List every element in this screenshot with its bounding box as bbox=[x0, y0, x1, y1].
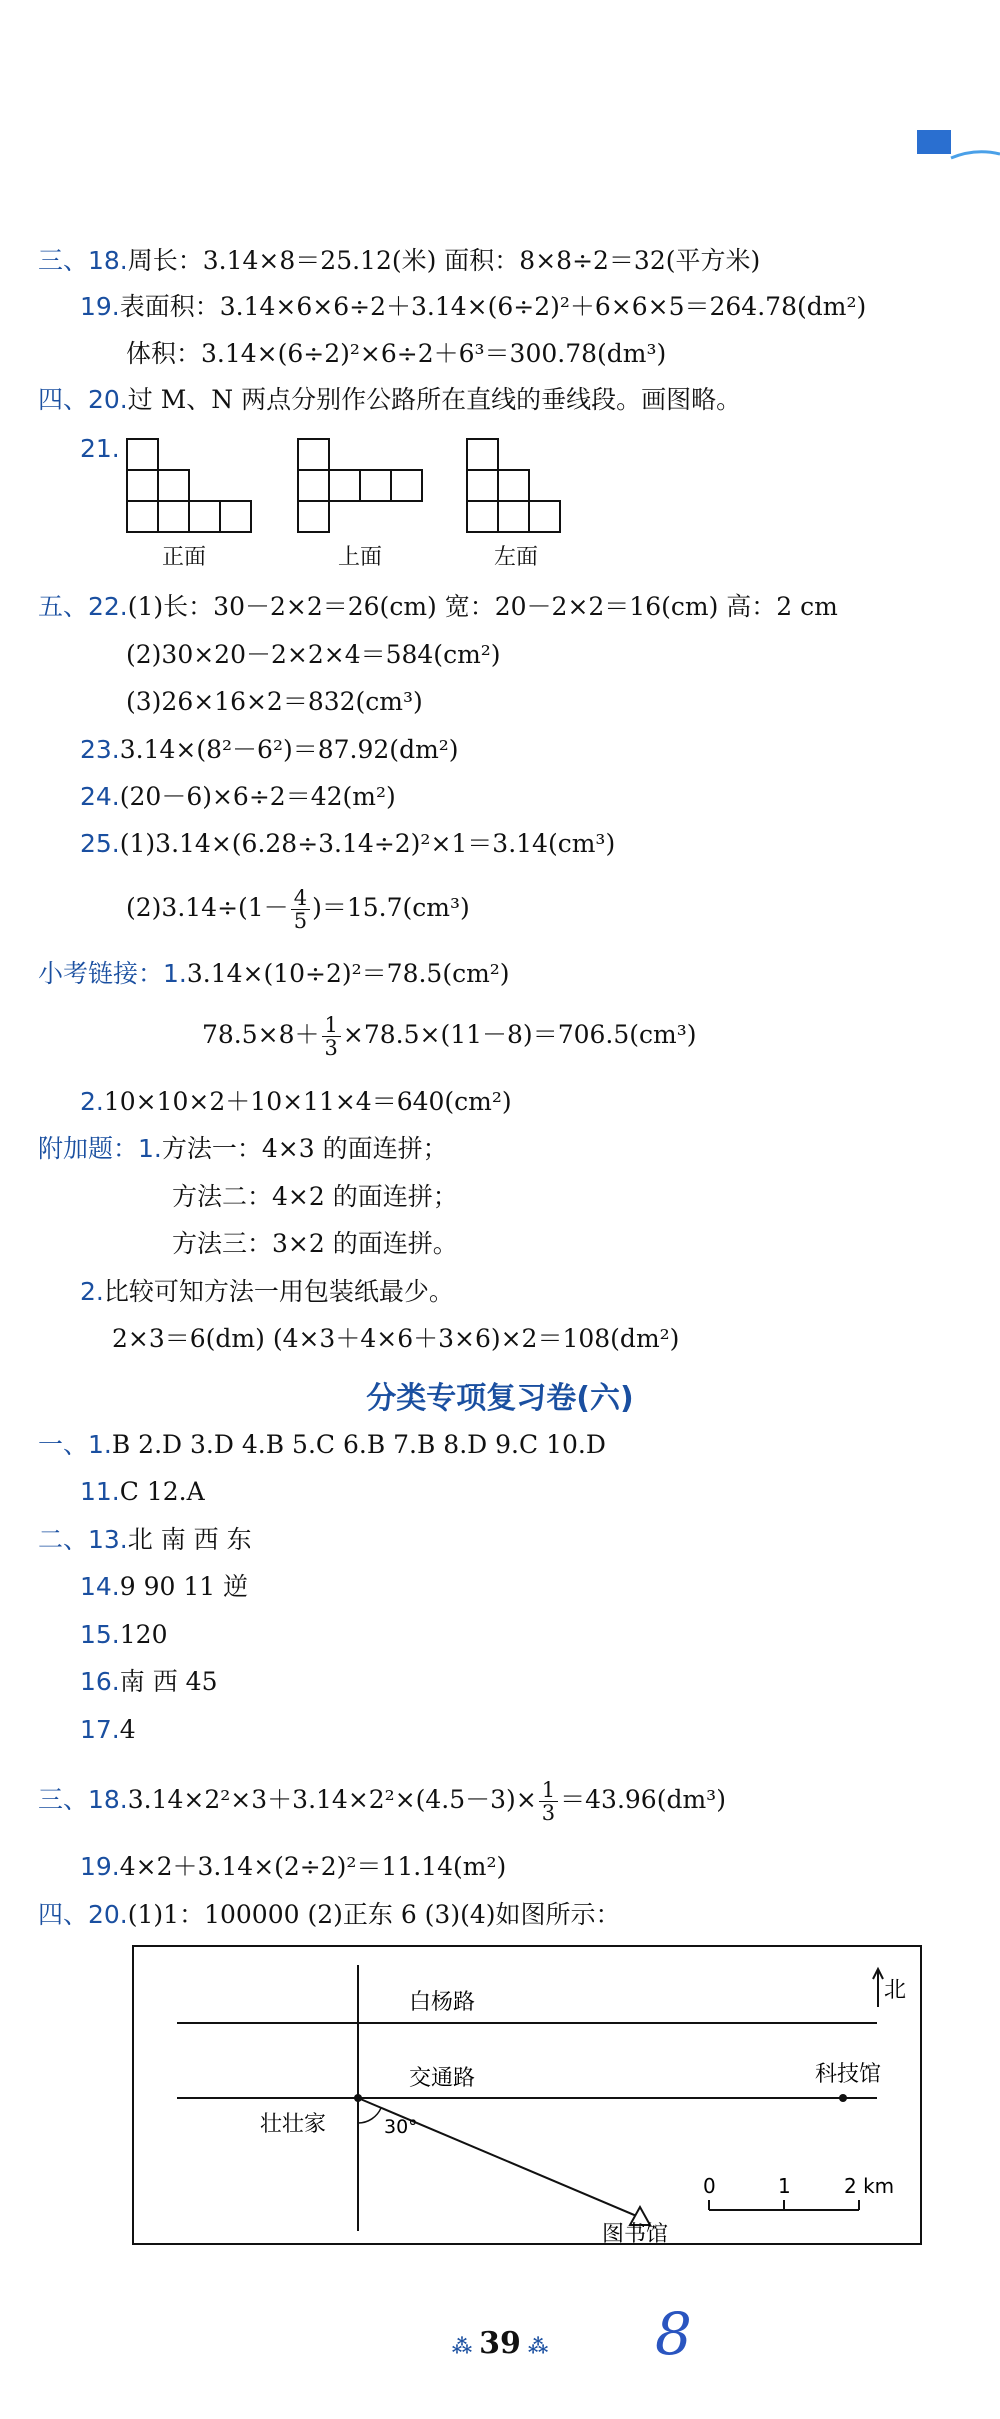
q5-22-line: 五、22.(1)长：30－2×2＝26(cm) 宽：20－2×2＝16(cm) 高：2 cm bbox=[38, 592, 838, 621]
question-label: 二、13. bbox=[38, 1525, 128, 1554]
question-label: 四、20. bbox=[38, 1900, 128, 1929]
fraction: $\frac{1}{3}$ bbox=[539, 1779, 558, 1824]
question-label: 小考链接：1. bbox=[38, 959, 187, 988]
q25-2-line: (2)3.14÷(1－ $\frac{4}{5}$ )＝15.7(cm³) bbox=[126, 885, 470, 933]
q3-18-line: 三、18.周长：3.14×8＝25.12(米) 面积：8×8÷2＝32(平方米) bbox=[38, 246, 761, 275]
footer-ornament-left-icon: ⁂ bbox=[451, 2334, 480, 2358]
s2-line-7: 17.4 bbox=[80, 1715, 136, 1744]
q23-line: 23.3.14×(8²－6²)＝87.92(dm²) bbox=[80, 735, 459, 764]
question-label: 15. bbox=[80, 1620, 120, 1649]
left-view-diagram bbox=[466, 438, 566, 538]
front-view-diagram bbox=[126, 438, 256, 538]
question-label: 24. bbox=[80, 782, 120, 811]
extra-2-line: 方法二：4×2 的面连拼； bbox=[172, 1182, 458, 1211]
left-view-caption: 左面 bbox=[494, 545, 539, 570]
scale-tick-1: 1 bbox=[778, 2174, 791, 2198]
scale-tick-0: 0 bbox=[703, 2174, 716, 2198]
north-label: 北 bbox=[884, 1978, 907, 2003]
question-label: 19. bbox=[80, 1852, 120, 1881]
link-1-line: 小考链接：1.3.14×(10÷2)²＝78.5(cm²) bbox=[38, 959, 510, 988]
map-frame bbox=[133, 1946, 921, 2244]
s2-line-10: 四、20.(1)1：100000 (2)正东 6 (3)(4)如图所示： bbox=[38, 1900, 621, 1929]
question-label: 14. bbox=[80, 1572, 120, 1601]
q22-3-line: (3)26×16×2＝832(cm³) bbox=[126, 687, 423, 716]
extra-1-line: 附加题：1.方法一：4×3 的面连拼； bbox=[38, 1134, 448, 1163]
q21-line bbox=[80, 432, 120, 466]
question-label: 附加题：1. bbox=[38, 1134, 162, 1163]
question-label: 三、18. bbox=[38, 246, 128, 275]
section-title: 分类专项复习卷(六) bbox=[366, 1381, 634, 1416]
tech-label: 科技馆 bbox=[815, 2062, 882, 2087]
map-diagram bbox=[132, 1945, 922, 2245]
footer-ornament-right-icon: ⁂ bbox=[520, 2334, 549, 2358]
q24-line: 24.(20－6)×6÷2＝42(m²) bbox=[80, 782, 396, 811]
link-2-line: 2.10×10×2＋10×11×4＝640(cm²) bbox=[80, 1087, 512, 1116]
question-label: 19. bbox=[80, 292, 120, 321]
q19-volume-line: 体积：3.14×(6÷2)²×6÷2＋6³＝300.78(dm³) bbox=[126, 339, 667, 368]
angle-label: 30° bbox=[384, 2116, 418, 2138]
question-label: 23. bbox=[80, 735, 120, 764]
question-label: 11. bbox=[80, 1477, 120, 1506]
handwritten-mark: 8 bbox=[655, 2300, 692, 2368]
question-label: 2. bbox=[80, 1277, 104, 1306]
question-label: 三、18. bbox=[38, 1785, 128, 1814]
angle-arc bbox=[358, 2108, 381, 2123]
fraction: $\frac{4}{5}$ bbox=[291, 887, 310, 932]
q4-20-line: 四、20.过 M、N 两点分别作公路所在直线的垂线段。画图略。 bbox=[38, 385, 742, 414]
s2-line-2: 11.C 12.A bbox=[80, 1477, 205, 1506]
extra-b-line: 2.比较可知方法一用包装纸最少。 bbox=[80, 1277, 454, 1306]
top-view-caption: 上面 bbox=[338, 545, 383, 570]
tech-point bbox=[839, 2094, 847, 2102]
corner-decoration-icon bbox=[915, 128, 1000, 168]
q19-line: 19.表面积：3.14×6×6÷2＋3.14×(6÷2)²＋6×6×5＝264.78(dm²) bbox=[80, 292, 867, 321]
question-label: 一、1. bbox=[38, 1430, 112, 1459]
s2-line-1: 一、1.B 2.D 3.D 4.B 5.C 6.B 7.B 8.D 9.C 10.D bbox=[38, 1430, 606, 1459]
library-label: 图书馆 bbox=[602, 2222, 669, 2245]
top-view-diagram bbox=[297, 438, 427, 538]
page-number: ⁂ 39 ⁂ bbox=[451, 2326, 549, 2361]
q25-line: 25.(1)3.14×(6.28÷3.14÷2)²×1＝3.14(cm³) bbox=[80, 829, 616, 858]
question-label: 17. bbox=[80, 1715, 120, 1744]
s2-line-8: 三、18.3.14×2²×3＋3.14×2²×(4.5－3)× $\frac{1}{3}$ ＝43.96(dm³) bbox=[38, 1777, 726, 1825]
q22-2-line: (2)30×20－2×2×4＝584(cm²) bbox=[126, 640, 501, 669]
extra-c-line: 2×3＝6(dm) (4×3＋4×6＋3×6)×2＝108(dm²) bbox=[112, 1324, 680, 1353]
question-label: 25. bbox=[80, 829, 120, 858]
home-label: 壮壮家 bbox=[260, 2112, 327, 2137]
question-label: 四、20. bbox=[38, 385, 128, 414]
s2-line-9: 19.4×2＋3.14×(2÷2)²＝11.14(m²) bbox=[80, 1852, 507, 1881]
s2-line-5: 15.120 bbox=[80, 1620, 168, 1649]
link-1b-line: 78.5×8＋ $\frac{1}{3}$ ×78.5×(11－8)＝706.5(cm³) bbox=[202, 1012, 697, 1060]
extra-3-line: 方法三：3×2 的面连拼。 bbox=[172, 1229, 458, 1258]
s2-line-3: 二、13.北 南 西 东 bbox=[38, 1525, 252, 1554]
road-jiaotong-label: 交通路 bbox=[409, 2066, 476, 2091]
s2-line-4: 14.9 90 11 逆 bbox=[80, 1572, 249, 1601]
front-view-caption: 正面 bbox=[162, 545, 207, 570]
question-label: 五、22. bbox=[38, 592, 128, 621]
s2-line-6: 16.南 西 45 bbox=[80, 1667, 218, 1696]
question-label: 16. bbox=[80, 1667, 120, 1696]
question-label: 2. bbox=[80, 1087, 104, 1116]
fraction: $\frac{1}{3}$ bbox=[322, 1014, 341, 1059]
question-label: 21. bbox=[80, 434, 120, 463]
scale-tick-2: 2 km bbox=[844, 2174, 895, 2198]
road-baiyang-label: 白杨路 bbox=[409, 1990, 476, 2015]
